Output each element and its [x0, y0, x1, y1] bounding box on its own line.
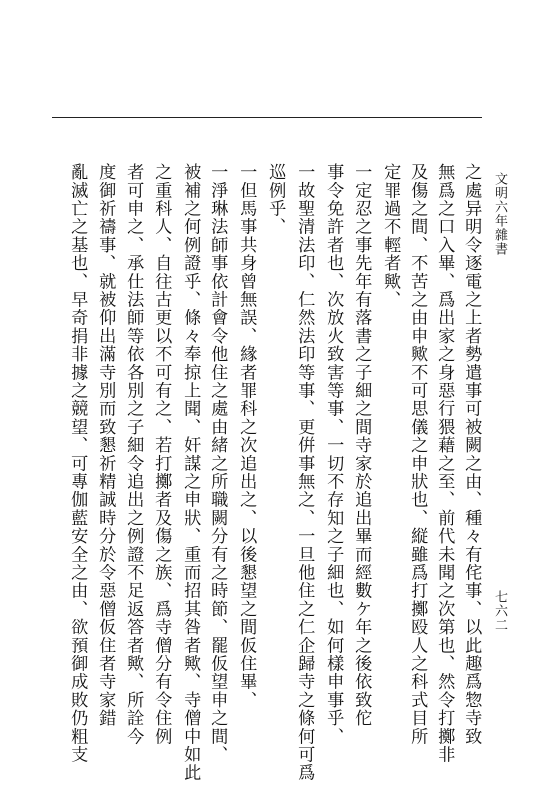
text-column: 無爲之口入畢、爲出家之身惡行猥藉之至、前代未聞之次第也、然令打擲非 — [434, 163, 455, 764]
text-column: 者可申之、承仕法師等依各別之子細令追出之例證不足返答者歟、所詮今 — [123, 163, 144, 746]
text-column: 一但馬事共身曾無誤、緣者罪科之次追出之、以後懇望之間仮住畢、 — [236, 163, 257, 709]
text-column: 巡例乎、 — [265, 163, 286, 236]
text-column: 之處异明令逐電之上者勢遣事可被闕之由、種々有侘事、以此趣爲惣寺致 — [461, 163, 482, 746]
text-column: 一淨琳法師事依計會令他住之處由緒之所職闕分有之時節、罷仮望申之間、 — [207, 163, 228, 764]
header-rule — [52, 117, 482, 118]
running-title: 文明六年雜書 — [492, 172, 507, 256]
text-column: 及傷之間、不苦之由申歟不可思儀之申狀也、縦雖爲打擲殴人之科式目所 — [407, 163, 428, 746]
text-column: 一故聖清法印、仁然法印等事、更倂事無之、一旦他住之仁企歸寺之條何可爲 — [294, 163, 315, 782]
text-column: 被補之何例證乎、條々奉掠上聞、奸謀之申狀、重而招其咎者歟、寺僧中如此 — [180, 163, 201, 782]
text-column: 度御祈禱事、就被仰出滿寺別而致懇祈精誠時分於令惡僧仮住者寺家錯 — [95, 163, 116, 728]
text-column: 事令免許者也、次放火致害等事、一切不存知之子細也、如何樣申事乎、 — [323, 163, 344, 746]
text-column: 亂滅亡之基也、早奇捐非據之競望、可專伽藍安全之由、欲預御成敗仍粗支 — [67, 163, 88, 764]
page-number: 七六二 — [492, 590, 507, 632]
text-column: 定罪過不輕者歟、 — [380, 163, 401, 309]
text-column: 之重科人、自往古更以不可有之、若打擲者及傷之族、爲寺僧分有令住例 — [151, 163, 172, 746]
text-column: 一定忍之事先年有落書之子細之間寺家於追出畢而經數ケ年之後依致佗 — [351, 163, 372, 728]
